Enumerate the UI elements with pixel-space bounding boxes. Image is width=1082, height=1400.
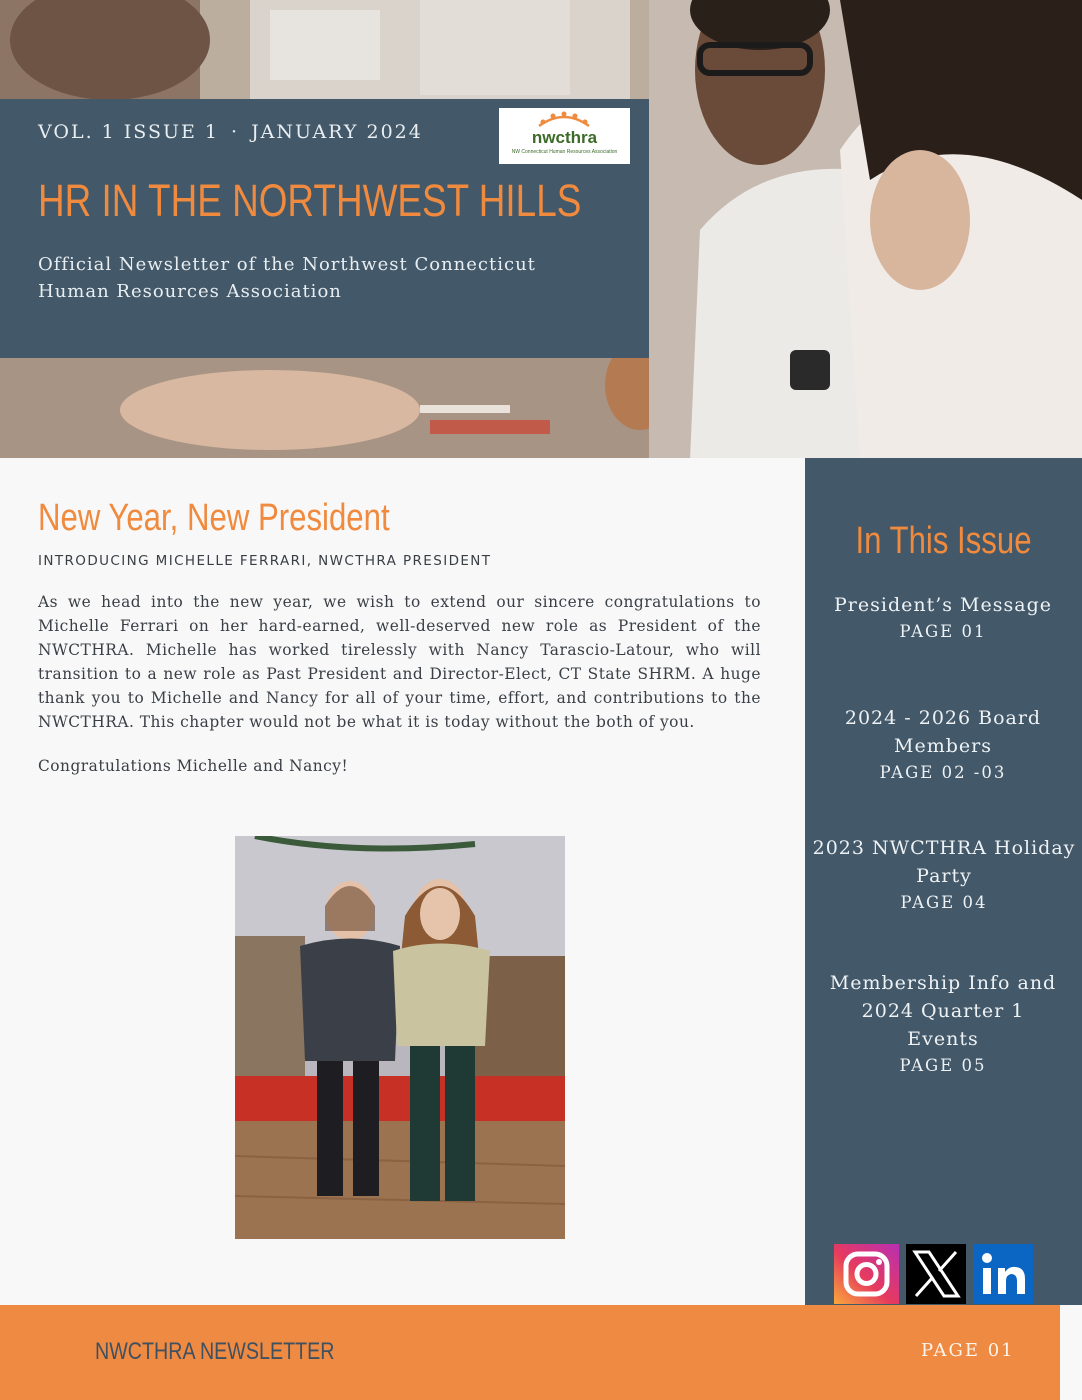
- toc-item-label: President’s Message: [834, 594, 1052, 616]
- hero-banner: [0, 0, 1082, 458]
- toc-item-label: 2024 - 2026 Board Members: [844, 707, 1042, 757]
- subtitle-line-1: Official Newsletter of the Northwest Connecticut: [38, 254, 536, 275]
- presidents-photo: [235, 836, 565, 1239]
- newsletter-subtitle: [38, 251, 558, 305]
- footer-newsletter-name: NWCTHRA NEWSLETTER: [95, 1338, 335, 1365]
- people-icon: [499, 110, 630, 130]
- toc-item-board-members[interactable]: [813, 704, 1073, 782]
- page-footer: [0, 1305, 1060, 1400]
- in-this-issue-sidebar: [805, 458, 1082, 1305]
- article-kicker: INTRODUCING MICHELLE FERRARI, NWCTHRA PRESIDENT: [38, 553, 492, 569]
- instagram-icon[interactable]: [834, 1244, 899, 1304]
- article-title: New Year, New President: [38, 497, 390, 539]
- volume-label: VOL. 1 ISSUE 1: [38, 121, 220, 143]
- separator-dot: ·: [231, 121, 240, 143]
- newsletter-title: HR IN THE NORTHWEST HILLS: [38, 175, 582, 226]
- article-closing: Congratulations Michelle and Nancy!: [38, 757, 349, 775]
- x-icon[interactable]: [906, 1244, 966, 1304]
- toc-item-page: PAGE 04: [900, 893, 988, 912]
- logo-wordmark: nwcthra: [531, 128, 598, 147]
- toc-item-page: PAGE 02 -03: [879, 763, 1007, 782]
- toc-item-page: PAGE 05: [899, 1056, 987, 1075]
- nwcthra-logo: [499, 108, 630, 164]
- footer-page-number: PAGE 01: [921, 1340, 1015, 1361]
- toc-item-holiday-party[interactable]: [809, 834, 1079, 912]
- toc-item-page: PAGE 01: [899, 622, 987, 641]
- sidebar-title: In This Issue: [855, 520, 1032, 562]
- toc-item-membership-info[interactable]: [813, 969, 1073, 1075]
- issue-line: [38, 121, 423, 143]
- issue-date: JANUARY 2024: [251, 121, 423, 143]
- toc-item-presidents-message[interactable]: [813, 591, 1073, 641]
- toc-item-label: Membership Info and 2024 Quarter 1 Events: [829, 972, 1057, 1050]
- masthead-panel: [0, 99, 649, 358]
- toc-item-label: 2023 NWCTHRA Holiday Party: [812, 837, 1076, 887]
- article-body: As we head into the new year, we wish to extend our sincere congratulations to Michelle Ferrari on her hard-earned, well-deserved new role as President of the NWCTHRA. Michelle has worked tirelessly with Nancy Tarascio-Latour, who will transition to a new role as Past President and Director-Elect, CT State SHRM. A huge thank you to Michelle and Nancy for all of your time, effort, and contributions to the NWCTHRA. This chapter would not be what it is today without the both of you.: [38, 593, 761, 731]
- subtitle-line-2: Human Resources Association: [38, 281, 342, 302]
- linkedin-icon[interactable]: [973, 1244, 1033, 1304]
- logo-tagline: NW Connecticut Human Resources Association: [511, 149, 618, 155]
